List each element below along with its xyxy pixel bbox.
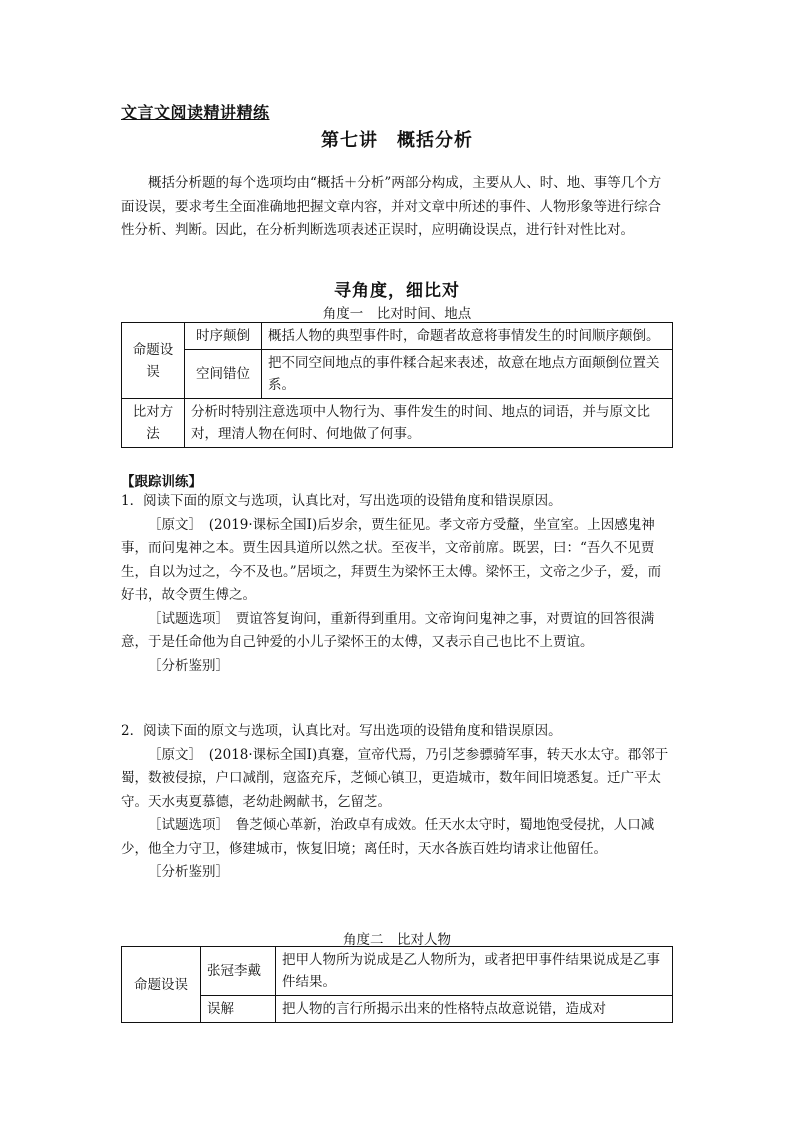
sub-label: 时序颠倒 [185,323,262,350]
q2-original: ［原文］ (2018·课标全国Ⅰ)真蹇，宣帝代焉，乃引芝参骠骑军事，转天水太守。郡邻于蜀，数被侵掠，户口减削，寇盗充斥，芝倾心镇卫，更造城市，数年间旧境悉复。迁广平太守。天水夷夏慕德，老幼赴阙献书，乞留芝。 [121,746,669,810]
q2-prompt: 2．阅读下面的原文与选项，认真比对。写出选项的设错角度和错误原因。 [121,723,562,739]
table-row [122,996,673,1023]
row-text: 分析时特别注意选项中人物行为、事件发生的时间、地点的词语，并与原文比对，理清人物在何时、何地做了何事。 [185,399,673,448]
q1-option: ［试题选项］ 贾谊答复询问，重新得到重用。文帝询问鬼神之事，对贾谊的回答很满意，于是任命他为自己钟爱的小儿子梁怀王的太傅，又表示自己也比不上贾谊。 [121,610,655,650]
angle2-title: 角度二 比对人物 [343,932,451,948]
angle2-table [121,946,673,1023]
q1-analysis-label: ［分析鉴别］ [148,657,229,674]
question-1 [121,490,673,678]
table-row [122,947,673,996]
q2-analysis-label: ［分析鉴别］ [148,864,229,880]
q2-option: ［试题选项］ 鲁芝倾心革新，治政卓有成效。任天水太守时，蜀地饱受侵扰，人口减少，他全力守卫，修建城市，恢复旧境；离任时，天水各族百姓均请求让他留任。 [121,817,655,857]
row-head: 命题设误 [122,323,185,399]
question-2 [121,720,673,885]
sub-label: 空间错位 [185,350,262,399]
track-heading: 【跟踪训练】 [121,474,202,490]
intro-paragraph: 概括分析题的每个选项均由“概括＋分析”两部分构成，主要从人、时、地、事等几个方面设误，要求考生全面准确地把握文章内容，并对文章中所述的事件、人物形象等进行综合性分析、判断。因此，在分析判断选项表述正误时，应明确设误点，进行针对性比对。 [121,175,662,238]
q1-original: ［原文］ (2019·课标全国Ⅰ)后岁余，贾生征见。孝文帝方受釐，坐宣室。上因感鬼神事，而问鬼神之本。贾生因具道所以然之状。至夜半，文帝前席。既罢，曰：“吾久不见贾生，自以为过之，今不及也。”居顷之，拜贾生为梁怀王太傅。梁怀王，文帝之少子，爱，而好书，故令贾生傅之。 [121,516,662,603]
table-row [122,399,673,448]
section-title: 寻角度，细比对 [334,281,460,301]
table-row [122,323,673,350]
table-row [122,350,673,399]
sub-text: 把不同空间地点的事件糅合起来表述，故意在地点方面颠倒位置关系。 [262,350,673,399]
sub-label: 张冠李戴 [201,947,276,996]
row-head: 比对方法 [122,399,185,448]
lecture-title: 第七讲 概括分析 [321,130,473,151]
sub-text: 把甲人物所为说成是乙人物所为，或者把甲事件结果说成是乙事件结果。 [276,947,673,996]
angle1-title: 角度一 比对时间、地点 [322,306,472,322]
angle1-table [121,322,673,448]
row-head: 命题设误 [122,947,201,1023]
sub-label: 误解 [201,996,276,1023]
document-title: 文言文阅读精讲精练 [121,103,270,122]
sub-text: 概括人物的典型事件时，命题者故意将事情发生的时间顺序颠倒。 [262,323,673,350]
q1-prompt: 1．阅读下面的原文与选项，认真比对，写出选项的设错角度和错误原因。 [121,493,562,509]
sub-text: 把人物的言行所揭示出来的性格特点故意说错，造成对 [276,996,673,1023]
